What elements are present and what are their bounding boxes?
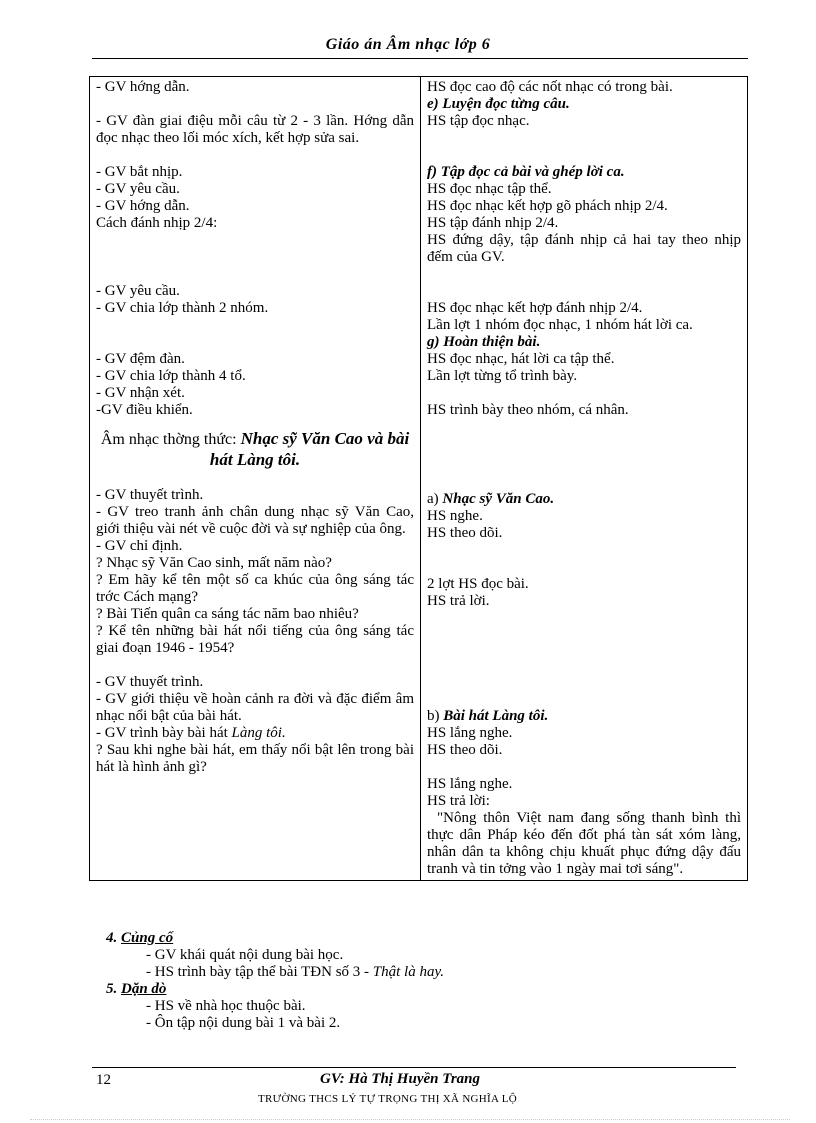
footer-rule [92, 1067, 736, 1068]
section-heading-prefix: Âm nhạc thờng thức: [100, 431, 241, 448]
text-line: HS tập đọc nhạc. [427, 113, 530, 129]
table-row [90, 77, 748, 881]
song-title: Làng tôi. [231, 725, 286, 741]
song-title: Thật là hay. [372, 964, 445, 980]
right-block-5 [427, 351, 741, 385]
text-line: - Ôn tập nội dung bài 1 và bài 2. [146, 1015, 341, 1031]
text-line: - GV chia lớp thành 4 tổ. [96, 368, 246, 384]
page-header-title: Giáo án Âm nhạc lớp 6 [325, 36, 491, 53]
text-line: Lần lợt từng tổ trình bày. [427, 368, 578, 384]
subsection-title-g: g) Hoàn thiện bài. [427, 334, 541, 350]
left-block-4 [96, 283, 414, 317]
text-line: HS trả lời. [427, 593, 490, 609]
text-line: 2 lợt HS đọc bài. [427, 576, 529, 592]
text-line: - GV yêu cầu. [96, 181, 180, 197]
text-line: -GV điều khiển. [96, 402, 193, 418]
text-line: - HS trình bày tập thể bài TĐN số 3 - Thật là hay. [146, 964, 445, 980]
text-line: - GV đàn giai điệu mỗi câu từ 2 - 3 lần. Hớng dẫn đọc nhạc theo lối móc xích, kết hợp sửa sai. [96, 113, 414, 146]
right-block-4 [427, 300, 741, 334]
text-line: - GV khái quát nội dung bài học. [146, 947, 344, 963]
text-line: HS theo dõi. [427, 525, 503, 541]
text-line: HS trình bày theo nhóm, cá nhân. [427, 402, 629, 418]
subsection-title-e: e) Luyện đọc từng câu. [427, 96, 570, 112]
text-line: - GV thuyết trình. [96, 674, 204, 690]
text-line: - GV treo tranh ảnh chân dung nhạc sỹ Văn Cao, giới thiệu vài nét về cuộc đời và sự nghiệp của ông. [96, 504, 414, 537]
subsection-title-b: b) Bài hát Làng tôi. [427, 708, 549, 724]
header-rule [92, 58, 748, 59]
right-block-8 [427, 576, 741, 610]
text-line: - GV nhận xét. [96, 385, 185, 401]
teacher-activity-cell [90, 77, 421, 881]
text-line: HS nghe. [427, 508, 483, 524]
left-block-7 [96, 674, 414, 776]
text-line: HS tập đánh nhịp 2/4. [427, 215, 559, 231]
text-line: - GV giới thiệu về hoàn cảnh ra đời và đặc điểm âm nhạc nổi bật của bài hát. [96, 691, 414, 724]
text-line: - GV chia lớp thành 2 nhóm. [96, 300, 269, 316]
section-heading [96, 429, 414, 471]
after-table-sections [106, 930, 444, 1032]
text-line: - HS về nhà học thuộc bài. [146, 998, 306, 1014]
text-line: - GV thuyết trình. [96, 487, 204, 503]
answer-quote: "Nông thôn Việt nam đang sống thanh bình thì thực dân Pháp kéo đến đốt phá tàn sát xóm làng, nhân dân ta không chịu khuất phục đứng dậy đấu tranh và tin tởng vào 1 ngày mai tơi sáng". [427, 810, 741, 877]
text-line: - GV trình bày bài hát Làng tôi. [96, 725, 286, 741]
text-line: - GV hớng dẫn. [96, 79, 190, 95]
left-block-5 [96, 351, 414, 419]
text-line: ? Em hãy kể tên một số ca khúc của ông sáng tác trớc Cách mạng? [96, 572, 414, 605]
text-line: Cách đánh nhịp 2/4: [96, 215, 218, 231]
text-line: HS đứng dậy, tập đánh nhịp cả hai tay theo nhịp đếm của GV. [427, 232, 741, 265]
right-block-3 [427, 181, 741, 266]
text-line: HS lắng nghe. [427, 725, 513, 741]
right-block-7 [427, 508, 741, 542]
student-activity-cell [421, 77, 748, 881]
left-block-3 [96, 164, 414, 232]
text-line: ? Sau khi nghe bài hát, em thấy nổi bật lên trong bài hát là hình ảnh gì? [96, 742, 414, 775]
left-block-1 [96, 79, 414, 96]
subsection-title-f: f) Tập đọc cả bài và ghép lời ca. [427, 164, 625, 180]
text-line: HS trả lời: [427, 793, 490, 809]
text-line: ? Nhạc sỹ Văn Cao sinh, mất năm nào? [96, 555, 332, 571]
left-block-6 [96, 487, 414, 657]
text-line: HS đọc nhạc kết hợp đánh nhịp 2/4. [427, 300, 643, 316]
right-block-9 [427, 725, 741, 759]
text-line: - GV bắt nhịp. [96, 164, 183, 180]
text-line: - GV chỉ định. [96, 538, 183, 554]
text-line: - GV yêu cầu. [96, 283, 180, 299]
page-number: 12 [96, 1072, 111, 1088]
text-line: - GV đệm đàn. [96, 351, 185, 367]
text-line: HS đọc nhạc, hát lời ca tập thể. [427, 351, 615, 367]
right-block-10 [427, 776, 741, 810]
text-line: HS lắng nghe. [427, 776, 513, 792]
text-line: HS đọc cao độ các nốt nhạc có trong bài. [427, 79, 673, 95]
footer-school: TRƯỜNG THCS LÝ TỰ TRỌNG THỊ XÃ NGHĨA LỘ [258, 1093, 517, 1105]
section-heading-title: Nhạc sỹ Văn Cao và bài hát Làng tôi. [209, 429, 410, 469]
text-line: HS theo dõi. [427, 742, 503, 758]
text-line: ? Kể tên những bài hát nổi tiếng của ông sáng tác giai đoạn 1946 - 1954? [96, 623, 414, 656]
section-4-heading: 4. Củng cố [106, 930, 174, 946]
footer-author: GV: Hà Thị Huyền Trang [320, 1071, 481, 1087]
lesson-table [89, 76, 748, 881]
subsection-title-a: a) Nhạc sỹ Văn Cao. [427, 491, 555, 507]
text-line: Lần lợt 1 nhóm đọc nhạc, 1 nhóm hát lời ca. [427, 317, 693, 333]
page-edge-dots [30, 1119, 790, 1120]
left-block-2 [96, 113, 414, 147]
text-line: HS đọc nhạc tập thể. [427, 181, 552, 197]
text-line: - GV hớng dẫn. [96, 198, 190, 214]
text-line: ? Bài Tiến quân ca sáng tác năm bao nhiêu? [96, 606, 359, 622]
section-5-heading: 5. Dặn dò [106, 981, 167, 997]
text-line: HS đọc nhạc kết hợp gõ phách nhịp 2/4. [427, 198, 668, 214]
